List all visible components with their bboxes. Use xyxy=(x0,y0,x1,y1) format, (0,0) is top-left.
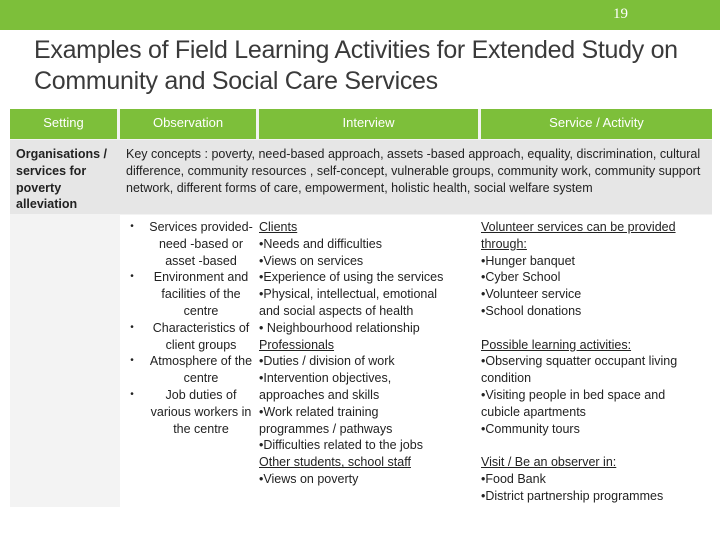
possible-activities-heading: Possible learning activities: xyxy=(481,337,632,352)
setting-cell-lower xyxy=(10,215,120,507)
list-item: • Atmosphere of the centre xyxy=(126,353,254,387)
list-item: •Community tours xyxy=(481,421,580,436)
spacer xyxy=(481,437,709,454)
service-activity-column xyxy=(481,219,709,505)
activities-table xyxy=(10,109,712,507)
header-service-activity: Service / Activity xyxy=(481,109,712,139)
list-item: and social aspects of health xyxy=(259,303,414,318)
list-item: •Physical, intellectual, emotional xyxy=(259,287,438,302)
list-item: • Environment and facilities of the centre xyxy=(126,269,254,319)
visit-heading: Visit / Be an observer in: xyxy=(481,455,617,470)
list-item: •Needs and difficulties xyxy=(259,236,382,251)
interview-column xyxy=(259,219,475,488)
list-item: condition xyxy=(481,371,532,386)
list-item: •Views on services xyxy=(259,253,364,268)
list-item: approaches and skills xyxy=(259,387,380,402)
list-item: programmes / pathways xyxy=(259,421,393,436)
list-item: cubicle apartments xyxy=(481,404,586,419)
list-item: •Food Bank xyxy=(481,471,546,486)
list-item: •Hunger banquet xyxy=(481,253,576,268)
list-item: • Job duties of various workers in the centre xyxy=(126,387,254,437)
list-item: •Cyber School xyxy=(481,270,561,285)
key-concepts: Key concepts : poverty, need-based approach, assets -based approach, equality, discrimination, cultural difference, community resources , self-concept, vulnerable groups, community work, community support network, different forms of care, empowerment, holistic health, social welfare system xyxy=(126,147,701,195)
list-item: • Services provided- need -based or asset -based xyxy=(126,219,254,269)
list-item: •School donations xyxy=(481,303,582,318)
header-setting: Setting xyxy=(10,109,117,139)
list-item: • Neighbourhood relationship xyxy=(259,320,420,335)
observation-list xyxy=(126,219,254,437)
top-bar xyxy=(0,0,720,30)
professionals-heading: Professionals xyxy=(259,337,335,352)
list-item: •Duties / division of work xyxy=(259,354,395,369)
header-observation: Observation xyxy=(120,109,256,139)
list-item: •District partnership programmes xyxy=(481,488,664,503)
list-item: •Visiting people in bed space and xyxy=(481,387,666,402)
header-interview: Interview xyxy=(259,109,478,139)
list-item: •Intervention objectives, xyxy=(259,371,392,386)
setting-value: Organisations / services for poverty alleviation xyxy=(16,147,107,212)
list-item: •Observing squatter occupant living xyxy=(481,354,678,369)
page-number: 19 xyxy=(613,6,628,22)
others-heading: Other students, school staff xyxy=(259,455,411,470)
volunteer-heading-cont: through: xyxy=(481,236,527,251)
list-item: •Work related training xyxy=(259,404,379,419)
list-item: •Views on poverty xyxy=(259,471,359,486)
list-item: •Volunteer service xyxy=(481,287,582,302)
list-item: •Difficulties related to the jobs xyxy=(259,438,423,453)
spacer xyxy=(481,320,709,337)
list-item: •Experience of using the services xyxy=(259,270,444,285)
slide-title: Examples of Field Learning Activities for Extended Study on Community and Social Care Services xyxy=(34,36,678,95)
list-item: • Characteristics of client groups xyxy=(126,320,254,354)
clients-heading: Clients xyxy=(259,220,298,234)
volunteer-heading: Volunteer services can be provided xyxy=(481,220,676,234)
